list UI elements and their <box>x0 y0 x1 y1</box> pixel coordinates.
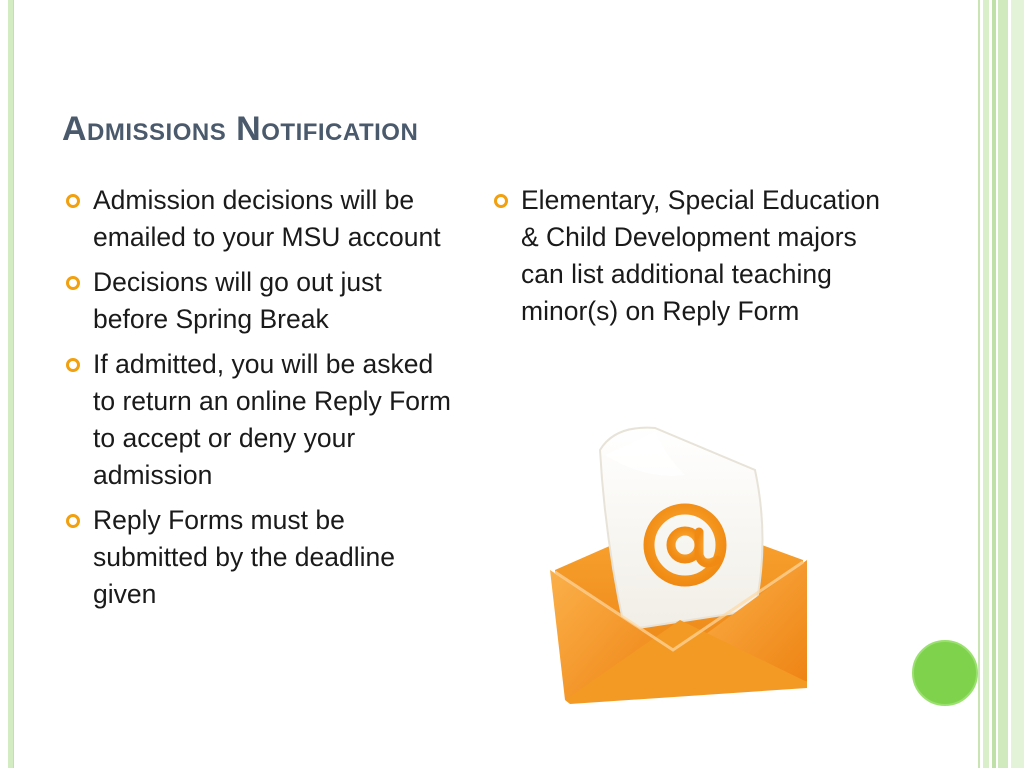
bullet-circle-icon <box>66 358 80 372</box>
bullet-text: If admitted, you will be asked to return an online Reply Form to accept or deny your admission <box>93 349 451 490</box>
list-item <box>494 182 884 330</box>
bullet-circle-icon <box>66 276 80 290</box>
slide-title: Admissions Notification <box>62 110 419 148</box>
right-bullet-list <box>494 182 884 330</box>
bullet-circle-icon <box>66 194 80 208</box>
decorative-green-circle <box>912 640 978 706</box>
bullet-circle-icon <box>494 194 508 208</box>
bullet-circle-icon <box>66 514 80 528</box>
list-item <box>66 264 456 338</box>
bullet-text: Admission decisions will be emailed to your MSU account <box>93 185 441 252</box>
list-item <box>66 346 456 494</box>
left-column <box>66 182 456 621</box>
bullet-text: Reply Forms must be submitted by the deadline given <box>93 505 396 609</box>
list-item <box>66 502 456 613</box>
left-bullet-list <box>66 182 456 613</box>
right-column <box>494 182 884 338</box>
left-frame-border <box>8 0 14 768</box>
email-envelope-icon <box>545 420 815 705</box>
bullet-text: Elementary, Special Education & Child Development majors can list additional teaching minor(s) on Reply Form <box>521 185 880 326</box>
right-frame-stripes <box>978 0 1024 768</box>
list-item <box>66 182 456 256</box>
bullet-text: Decisions will go out just before Spring Break <box>93 267 382 334</box>
